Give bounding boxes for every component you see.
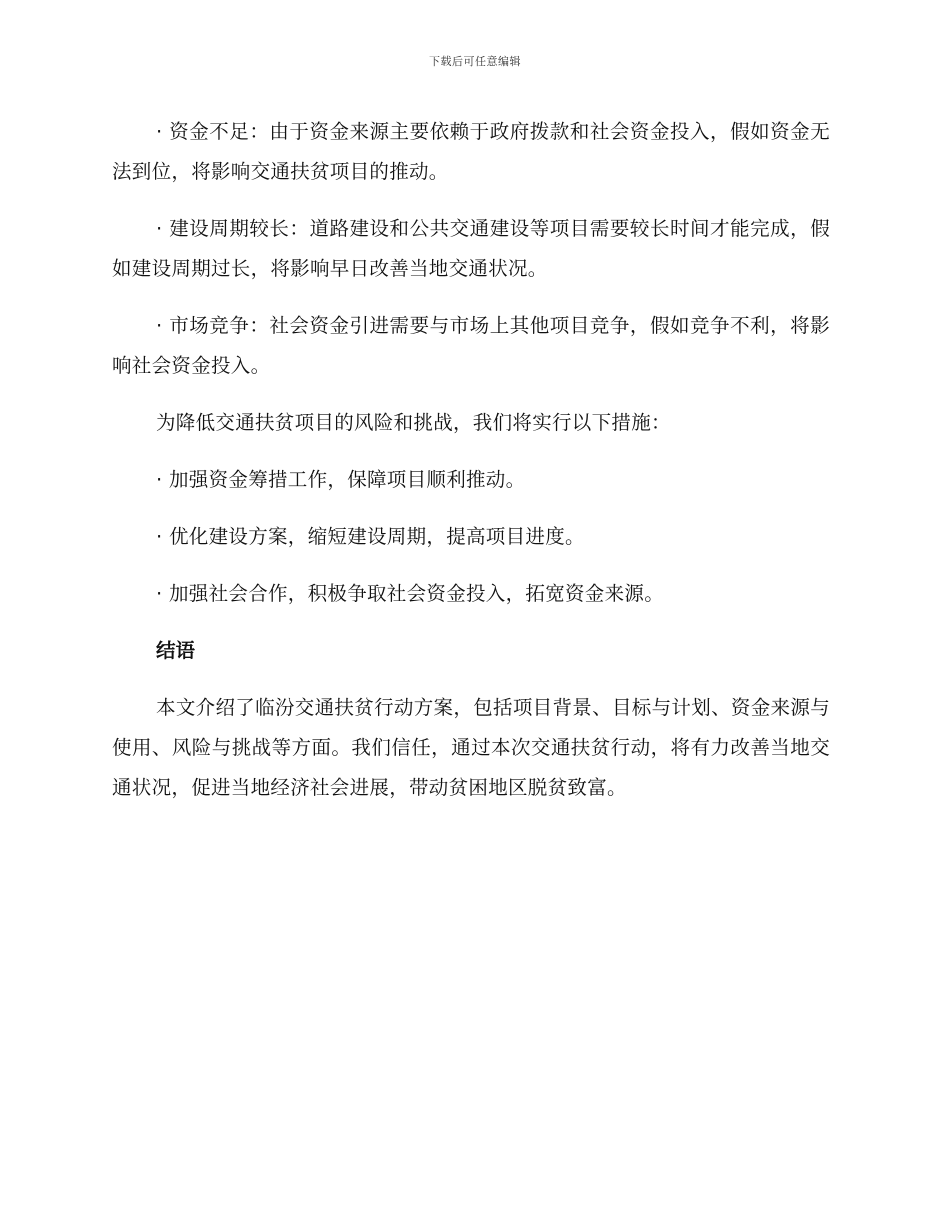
document-body <box>112 112 830 808</box>
measure-item-funding: · 加强资金筹措工作，保障项目顺利推动。 <box>156 468 526 491</box>
measure-item-optimize-plan: · 优化建设方案，缩短建设周期，提高项目进度。 <box>156 525 585 548</box>
risk-item-market-competition: · 市场竞争：社会资金引进需要与市场上其他项目竞争，假如竞争不利，将影响社会资金投入。 <box>112 314 830 377</box>
risk-item-construction-period: · 建设周期较长：道路建设和公共交通建设等项目需要较长时间才能完成，假如建设周期过长，将影响早日改善当地交通状况。 <box>112 217 830 280</box>
risk-item-funding: · 资金不足：由于资金来源主要依赖于政府拨款和社会资金投入，假如资金无法到位，将影响交通扶贫项目的推动。 <box>112 120 830 183</box>
page-header-note: 下载后可任意编辑 <box>429 55 521 68</box>
measure-item-cooperation: · 加强社会合作，积极争取社会资金投入，拓宽资金来源。 <box>156 582 664 605</box>
measures-intro: 为降低交通扶贫项目的风险和挑战，我们将实行以下措施： <box>156 411 671 434</box>
conclusion-heading: 结语 <box>156 639 196 662</box>
conclusion-text: 本文介绍了临汾交通扶贫行动方案，包括项目背景、目标与计划、资金来源与使用、风险与挑战等方面。我们信任，通过本次交通扶贫行动，将有力改善当地交通状况，促进当地经济社会进展，带动贫困地区脱贫致富。 <box>112 696 830 799</box>
